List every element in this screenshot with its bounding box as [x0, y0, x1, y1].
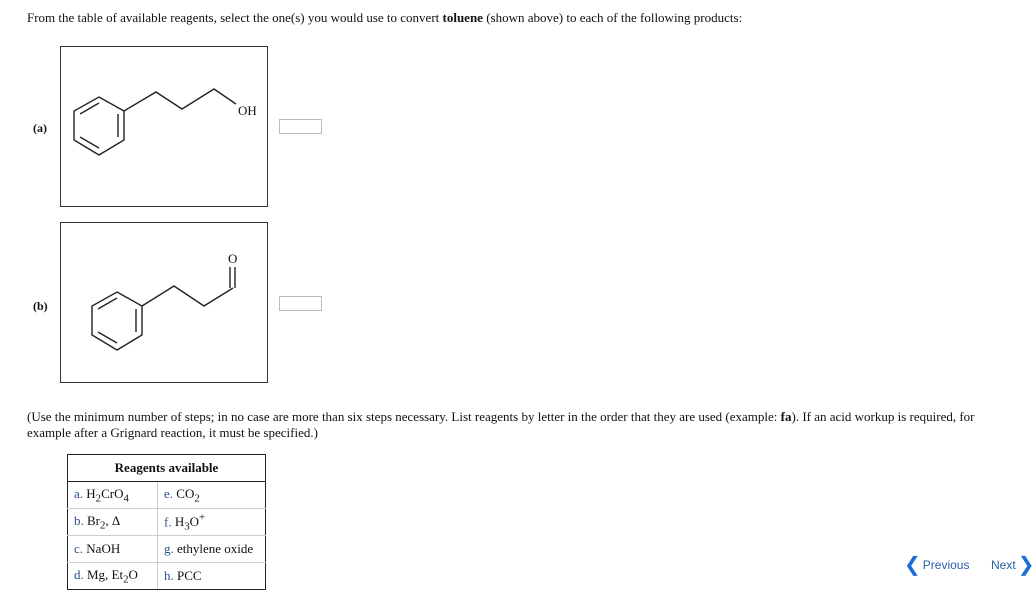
- structure-a: [60, 46, 268, 207]
- reagent-row: [68, 482, 266, 509]
- reagent-letter: h.: [164, 568, 177, 583]
- note-suffix: ). If an acid workup is required, for example after a Grignard reaction, it must be specified.): [27, 409, 975, 440]
- reagent-name: $CO_2$: [176, 485, 200, 505]
- reagent-letter: f.: [164, 513, 175, 529]
- reagent-name: $H_3O^+$: [174, 511, 206, 533]
- previous-button[interactable]: [904, 554, 970, 576]
- part-a-label: (a): [33, 121, 47, 135]
- reagent-cell: [68, 482, 158, 509]
- reagent-cell: [158, 482, 266, 509]
- instructions-note: [27, 409, 1017, 441]
- reagents-table: [67, 454, 266, 590]
- reagent-row: [68, 563, 266, 590]
- question-prefix: From the table of available reagents, select the one(s) you would use to convert: [27, 10, 443, 25]
- carbonyl-o-label: O: [228, 251, 238, 266]
- reagent-letter: e.: [164, 485, 177, 501]
- chevron-left-icon: ❮: [904, 554, 921, 576]
- reagent-letter: g.: [164, 541, 177, 556]
- reagent-name: $Br_2$, Δ: [87, 512, 121, 532]
- reagents-header: Reagents available: [68, 455, 266, 482]
- next-label: Next: [991, 558, 1016, 572]
- reagent-letter: d.: [74, 566, 87, 582]
- reagent-cell: [158, 536, 266, 563]
- reagent-cell: [158, 509, 266, 536]
- note-example: fa: [780, 409, 792, 424]
- chain-b: [142, 286, 233, 306]
- reagent-cell: [68, 536, 158, 563]
- previous-label: Previous: [922, 558, 970, 572]
- benzene-ring-b: [92, 292, 142, 350]
- reagent-letter: c.: [74, 541, 87, 556]
- reagent-cell: [68, 509, 158, 536]
- structure-b: [60, 222, 268, 383]
- reagent-letter: a.: [74, 485, 87, 501]
- next-button[interactable]: [991, 554, 1034, 576]
- reagent-name: NaOH: [86, 541, 121, 556]
- reagent-name: PCC: [177, 568, 202, 583]
- structure-b-drawing: [61, 223, 267, 382]
- answer-input-a[interactable]: [279, 119, 322, 134]
- reagent-cell: [158, 563, 266, 590]
- structure-a-drawing: [61, 47, 267, 206]
- question-bold-term: toluene: [442, 10, 483, 25]
- part-b-label: (b): [33, 299, 48, 313]
- chain-a: [124, 89, 236, 111]
- note-prefix: (Use the minimum number of steps; in no case are more than six steps necessary. List reagents by letter in the order that they are used (example:: [27, 409, 781, 424]
- reagent-name: $H_2CrO_4$: [86, 485, 129, 505]
- reagent-name: Mg, $Et_2O$: [87, 566, 138, 586]
- benzene-ring-a: [74, 97, 124, 155]
- reagent-letter: b.: [74, 512, 87, 528]
- reagent-cell: [68, 563, 158, 590]
- reagent-row: [68, 536, 266, 563]
- question-suffix: (shown above) to each of the following products:: [482, 10, 743, 25]
- question-text: [27, 10, 742, 26]
- oh-label: OH: [238, 103, 257, 118]
- reagent-name: ethylene oxide: [177, 541, 254, 556]
- answer-input-b[interactable]: [279, 296, 322, 311]
- reagent-row: [68, 509, 266, 536]
- chevron-right-icon: ❯: [1017, 554, 1034, 576]
